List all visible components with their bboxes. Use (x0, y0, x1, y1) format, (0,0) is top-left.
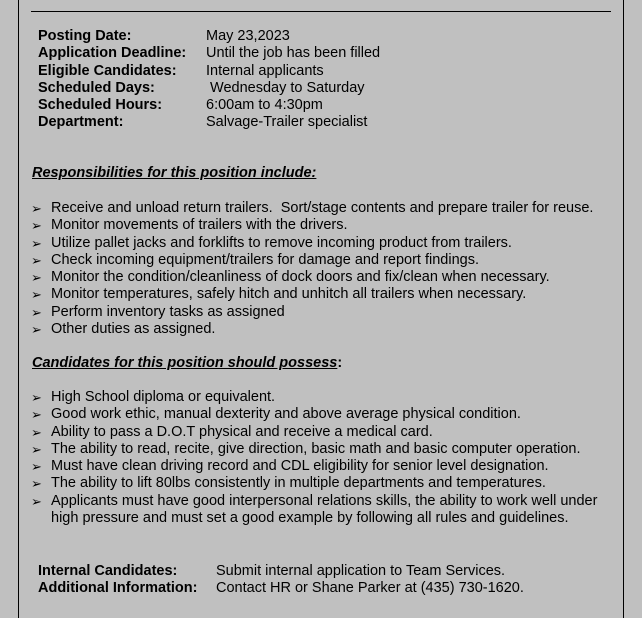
list-item (31, 200, 616, 217)
list-item (31, 252, 616, 269)
info-value: Contact HR or Shane Parker at (435) 730-1620. (216, 580, 524, 597)
info-row-additional-information (38, 580, 524, 597)
list-item (31, 458, 616, 475)
responsibilities-heading (32, 165, 316, 181)
candidates-heading-text: Candidates for this position should possess (32, 355, 338, 371)
list-item (31, 304, 616, 321)
detail-label: Scheduled Days: (38, 79, 155, 96)
list-item-text: Utilize pallet jacks and forklifts to remove incoming product from trailers. (51, 234, 512, 251)
list-item (31, 389, 616, 406)
arrow-bullet-icon: ➢ (31, 201, 42, 216)
detail-row-department (38, 114, 380, 131)
responsibilities-list (31, 200, 616, 338)
info-label: Internal Candidates: (38, 563, 178, 579)
detail-value: May 23,2023 (206, 28, 290, 44)
arrow-bullet-icon: ➢ (31, 390, 42, 405)
detail-value: 6:00am to 4:30pm (206, 97, 323, 114)
list-item-text: Monitor the condition/cleanliness of dock doors and fix/clean when necessary. (51, 269, 550, 286)
list-item (31, 217, 616, 234)
arrow-bullet-icon: ➢ (31, 424, 42, 440)
list-item (31, 441, 616, 458)
list-item (31, 493, 616, 528)
list-item-text: Applicants must have good interpersonal relations skills, the ability to work well under high pressure and must set a good example by following all rules and guidelines. (51, 492, 598, 527)
job-details (38, 28, 380, 132)
list-item (31, 406, 616, 423)
detail-value: Wednesday to Saturday (206, 79, 365, 96)
detail-value: Salvage-Trailer specialist (206, 114, 368, 131)
list-item (31, 269, 616, 286)
candidates-heading (32, 355, 342, 371)
list-item (31, 321, 616, 338)
candidates-list (31, 389, 616, 527)
info-row-internal-candidates (38, 563, 524, 580)
responsibilities-heading-text: Responsibilities for this position include: (32, 165, 317, 181)
detail-row-posting-date (38, 28, 380, 45)
list-item-text: Monitor temperatures, safely hitch and unhitch all trailers when necessary. (51, 286, 527, 303)
arrow-bullet-icon: ➢ (31, 459, 42, 475)
list-item-text: Good work ethic, manual dexterity and above average physical condition. (51, 406, 521, 423)
arrow-bullet-icon: ➢ (31, 493, 42, 509)
detail-label: Posting Date: (38, 28, 132, 44)
arrow-bullet-icon: ➢ (31, 304, 42, 320)
detail-row-scheduled-hours (38, 97, 380, 114)
arrow-bullet-icon: ➢ (31, 252, 42, 268)
list-item-text: Receive and unload return trailers. Sort/stage contents and prepare trailer for reuse. (51, 200, 594, 216)
candidates-heading-colon: : (337, 355, 343, 371)
list-item-text: The ability to read, recite, give direction, basic math and basic computer operation. (51, 440, 581, 457)
detail-row-scheduled-days (38, 80, 380, 97)
list-item-text: Check incoming equipment/trailers for damage and report findings. (51, 251, 479, 268)
top-divider (31, 11, 611, 12)
info-label: Additional Information: (38, 580, 198, 597)
list-item-text: Perform inventory tasks as assigned (51, 303, 285, 320)
arrow-bullet-icon: ➢ (31, 322, 42, 338)
arrow-bullet-icon: ➢ (31, 287, 42, 303)
arrow-bullet-icon: ➢ (31, 218, 42, 234)
list-item-text: Ability to pass a D.O.T physical and receive a medical card. (51, 423, 433, 440)
arrow-bullet-icon: ➢ (31, 441, 42, 457)
detail-label: Eligible Candidates: (38, 62, 177, 79)
list-item (31, 235, 616, 252)
list-item-text: Other duties as assigned. (51, 321, 216, 338)
arrow-bullet-icon: ➢ (31, 407, 42, 423)
detail-value: Until the job has been filled (206, 45, 381, 62)
list-item-text: The ability to lift 80lbs consistently in multiple departments and temperatures. (51, 475, 546, 492)
application-info (38, 563, 524, 598)
list-item (31, 424, 616, 441)
list-item-text: High School diploma or equivalent. (51, 389, 276, 405)
list-item-text: Monitor movements of trailers with the drivers. (51, 217, 348, 234)
detail-label: Application Deadline: (38, 45, 187, 62)
detail-value: Internal applicants (206, 62, 324, 79)
arrow-bullet-icon: ➢ (31, 476, 42, 492)
list-item-text: Must have clean driving record and CDL eligibility for senior level designation. (51, 458, 549, 475)
arrow-bullet-icon: ➢ (31, 235, 42, 251)
detail-label: Scheduled Hours: (38, 97, 163, 114)
list-item (31, 475, 616, 492)
detail-label: Department: (38, 114, 124, 131)
detail-row-application-deadline (38, 45, 380, 62)
info-value: Submit internal application to Team Services. (216, 563, 506, 579)
arrow-bullet-icon: ➢ (31, 270, 42, 286)
list-item (31, 286, 616, 303)
detail-row-eligible-candidates (38, 63, 380, 80)
